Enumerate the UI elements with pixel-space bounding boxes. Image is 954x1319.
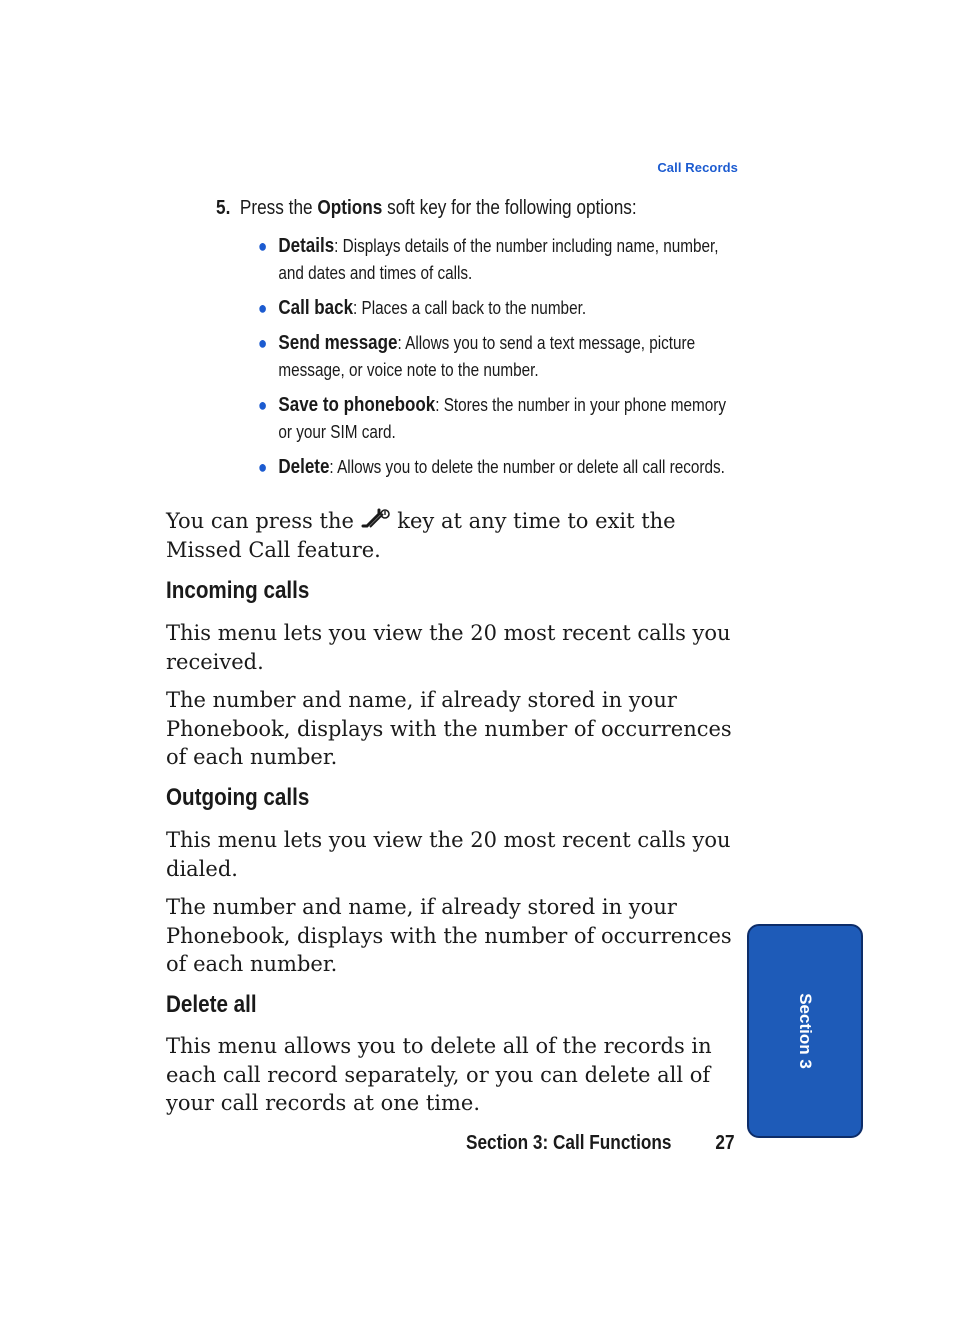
section-tab-label: Section 3 xyxy=(796,993,815,1069)
option-desc: : Allows you to delete the number or delete all call records. xyxy=(329,457,725,477)
footer-title: Section 3: Call Functions xyxy=(466,1132,672,1154)
option-send-message xyxy=(258,330,734,384)
option-save-to-phonebook xyxy=(258,392,734,446)
end-key-icon xyxy=(361,508,391,530)
running-head: Call Records xyxy=(657,160,738,175)
option-term: Call back xyxy=(278,297,354,319)
outgoing-para-2: The number and name, if already stored in your Phonebook, displays with the number of occurrences of each number. xyxy=(166,895,732,976)
option-term: Details xyxy=(278,235,335,257)
bullet-icon: ● xyxy=(258,395,268,415)
bullet-icon: ● xyxy=(258,333,268,353)
options-list xyxy=(258,233,818,489)
option-desc: : Displays details of the number including name, number, and dates and times of calls. xyxy=(278,236,719,283)
step-number: 5. xyxy=(216,197,231,219)
step-5 xyxy=(216,197,680,220)
outgoing-para-1: This menu lets you view the 20 most recent calls you dialed. xyxy=(166,828,731,881)
page-number: 27 xyxy=(715,1132,735,1154)
step-post: soft key for the following options: xyxy=(382,197,637,219)
bullet-icon: ● xyxy=(258,298,268,318)
heading-outgoing-calls: Outgoing calls xyxy=(166,784,310,811)
step-pre: Press the xyxy=(239,197,318,219)
incoming-para-2: The number and name, if already stored in your Phonebook, displays with the number of occurrences of each number. xyxy=(166,688,732,769)
option-call-back xyxy=(258,295,734,322)
heading-incoming-calls: Incoming calls xyxy=(166,577,310,604)
heading-delete-all: Delete all xyxy=(166,991,257,1018)
page-footer xyxy=(466,1132,735,1155)
exit-note xyxy=(166,507,741,564)
exit-note-post: key at any time to exit the Missed Call feature. xyxy=(166,509,676,562)
incoming-para-1: This menu lets you view the 20 most recent calls you received. xyxy=(166,621,731,674)
section-tab xyxy=(747,924,863,1138)
bullet-icon: ● xyxy=(258,457,268,477)
option-details xyxy=(258,233,734,287)
exit-note-pre: You can press the xyxy=(166,509,361,533)
option-term: Save to phonebook xyxy=(278,394,436,416)
option-desc: : Allows you to send a text message, picture message, or voice note to the number. xyxy=(278,333,696,380)
option-term: Send message xyxy=(278,332,398,354)
option-delete xyxy=(258,454,734,481)
delete-all-para: This menu allows you to delete all of the records in each call record separately, or you can delete all of your call records at one time. xyxy=(166,1034,712,1115)
bullet-icon: ● xyxy=(258,236,268,256)
option-desc: : Stores the number in your phone memory or your SIM card. xyxy=(278,395,727,442)
option-desc: : Places a call back to the number. xyxy=(353,298,587,318)
step-key: Options xyxy=(317,197,383,219)
option-term: Delete xyxy=(278,456,330,478)
